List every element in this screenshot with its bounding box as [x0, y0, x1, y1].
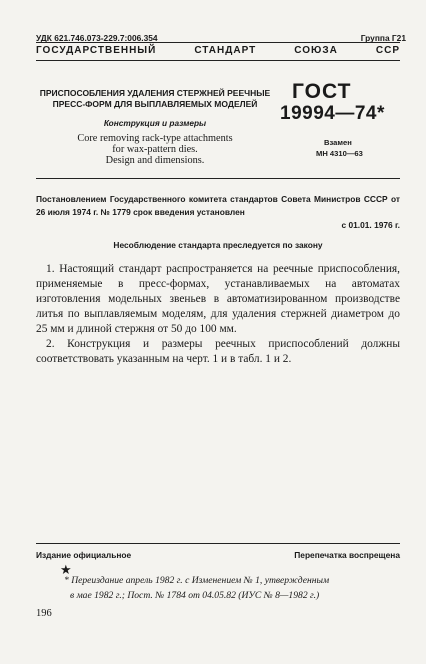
paragraph-1: 1. Настоящий стандарт распространяется на реечные приспособления, применяемые в пресс-формах, устанавливаемых на автоматах изготовления модельных звеньев в автоматизированном производстве литья по выплавляемым моделям, для удаления стержней диаметром до 25 мм и длиной стержня от 50 до 100 мм. [36, 263, 400, 335]
udk-code: УДК 621.746.073-229.7:006.354 [36, 33, 158, 43]
legal-warning: Несоблюдение стандарта преследуется по закону [113, 240, 323, 250]
replaces-label: Взамен [324, 138, 352, 147]
document-subtitle-ru: Конструкция и размеры [103, 118, 207, 128]
document-title-ru [36, 88, 274, 110]
title-en-line-1: Core removing rack-type attachments [77, 133, 233, 144]
gost-number: 19994—74* [280, 103, 385, 124]
standard-word-3: СОЮЗА [294, 45, 338, 56]
footnote-line-1: * Переиздание апрель 1982 г. с Изменением № 1, утвержденным [64, 575, 330, 586]
footnote-line-2: в мае 1982 г.; Пост. № 1784 от 04.05.82 (ИУС № 8—1982 г.) [70, 590, 320, 601]
effective-date: с 01.01. 1976 г. [341, 220, 400, 230]
footer-rule [36, 543, 400, 544]
standard-word-4: ССР [375, 45, 400, 56]
title-rule [36, 178, 400, 179]
reissue-footnote [64, 573, 400, 603]
title-en-line-2: for wax-pattern dies. [112, 144, 198, 155]
document-title-en [36, 133, 274, 166]
replaces-value: МН 4310—63 [316, 149, 363, 158]
star-icon: ★ [60, 562, 72, 577]
gost-label: ГОСТ [292, 80, 352, 103]
reprint-prohibited: Перепечатка воспрещена [294, 550, 400, 560]
group-code: Группа Г21 [360, 33, 406, 43]
standard-word-2: СТАНДАРТ [194, 45, 257, 56]
header-rule [36, 60, 400, 61]
paragraph-2: 2. Конструкция и размеры реечных приспособлений должны соответствовать указанным на черт. 1 и в табл. 1 и 2. [36, 338, 400, 365]
title-line-1: ПРИСПОСОБЛЕНИЯ УДАЛЕНИЯ СТЕРЖНЕЙ РЕЕЧНЫЕ [39, 88, 271, 98]
official-edition: Издание официальное [36, 550, 132, 560]
page-number: 196 [36, 608, 52, 619]
decree-text: Постановлением Государственного комитета стандартов Совета Министров СССР от 26 июля 1974 г. № 1779 срок введения установлен [36, 194, 400, 217]
standard-header [36, 45, 400, 56]
title-line-2: ПРЕСС-ФОРМ ДЛЯ ВЫПЛАВЛЯЕМЫХ МОДЕЛЕЙ [52, 99, 258, 109]
title-en-line-3: Design and dimensions. [105, 155, 205, 166]
standard-body [36, 262, 400, 367]
standard-word-1: ГОСУДАРСТВЕННЫЙ [36, 45, 157, 56]
top-rule [36, 42, 400, 43]
